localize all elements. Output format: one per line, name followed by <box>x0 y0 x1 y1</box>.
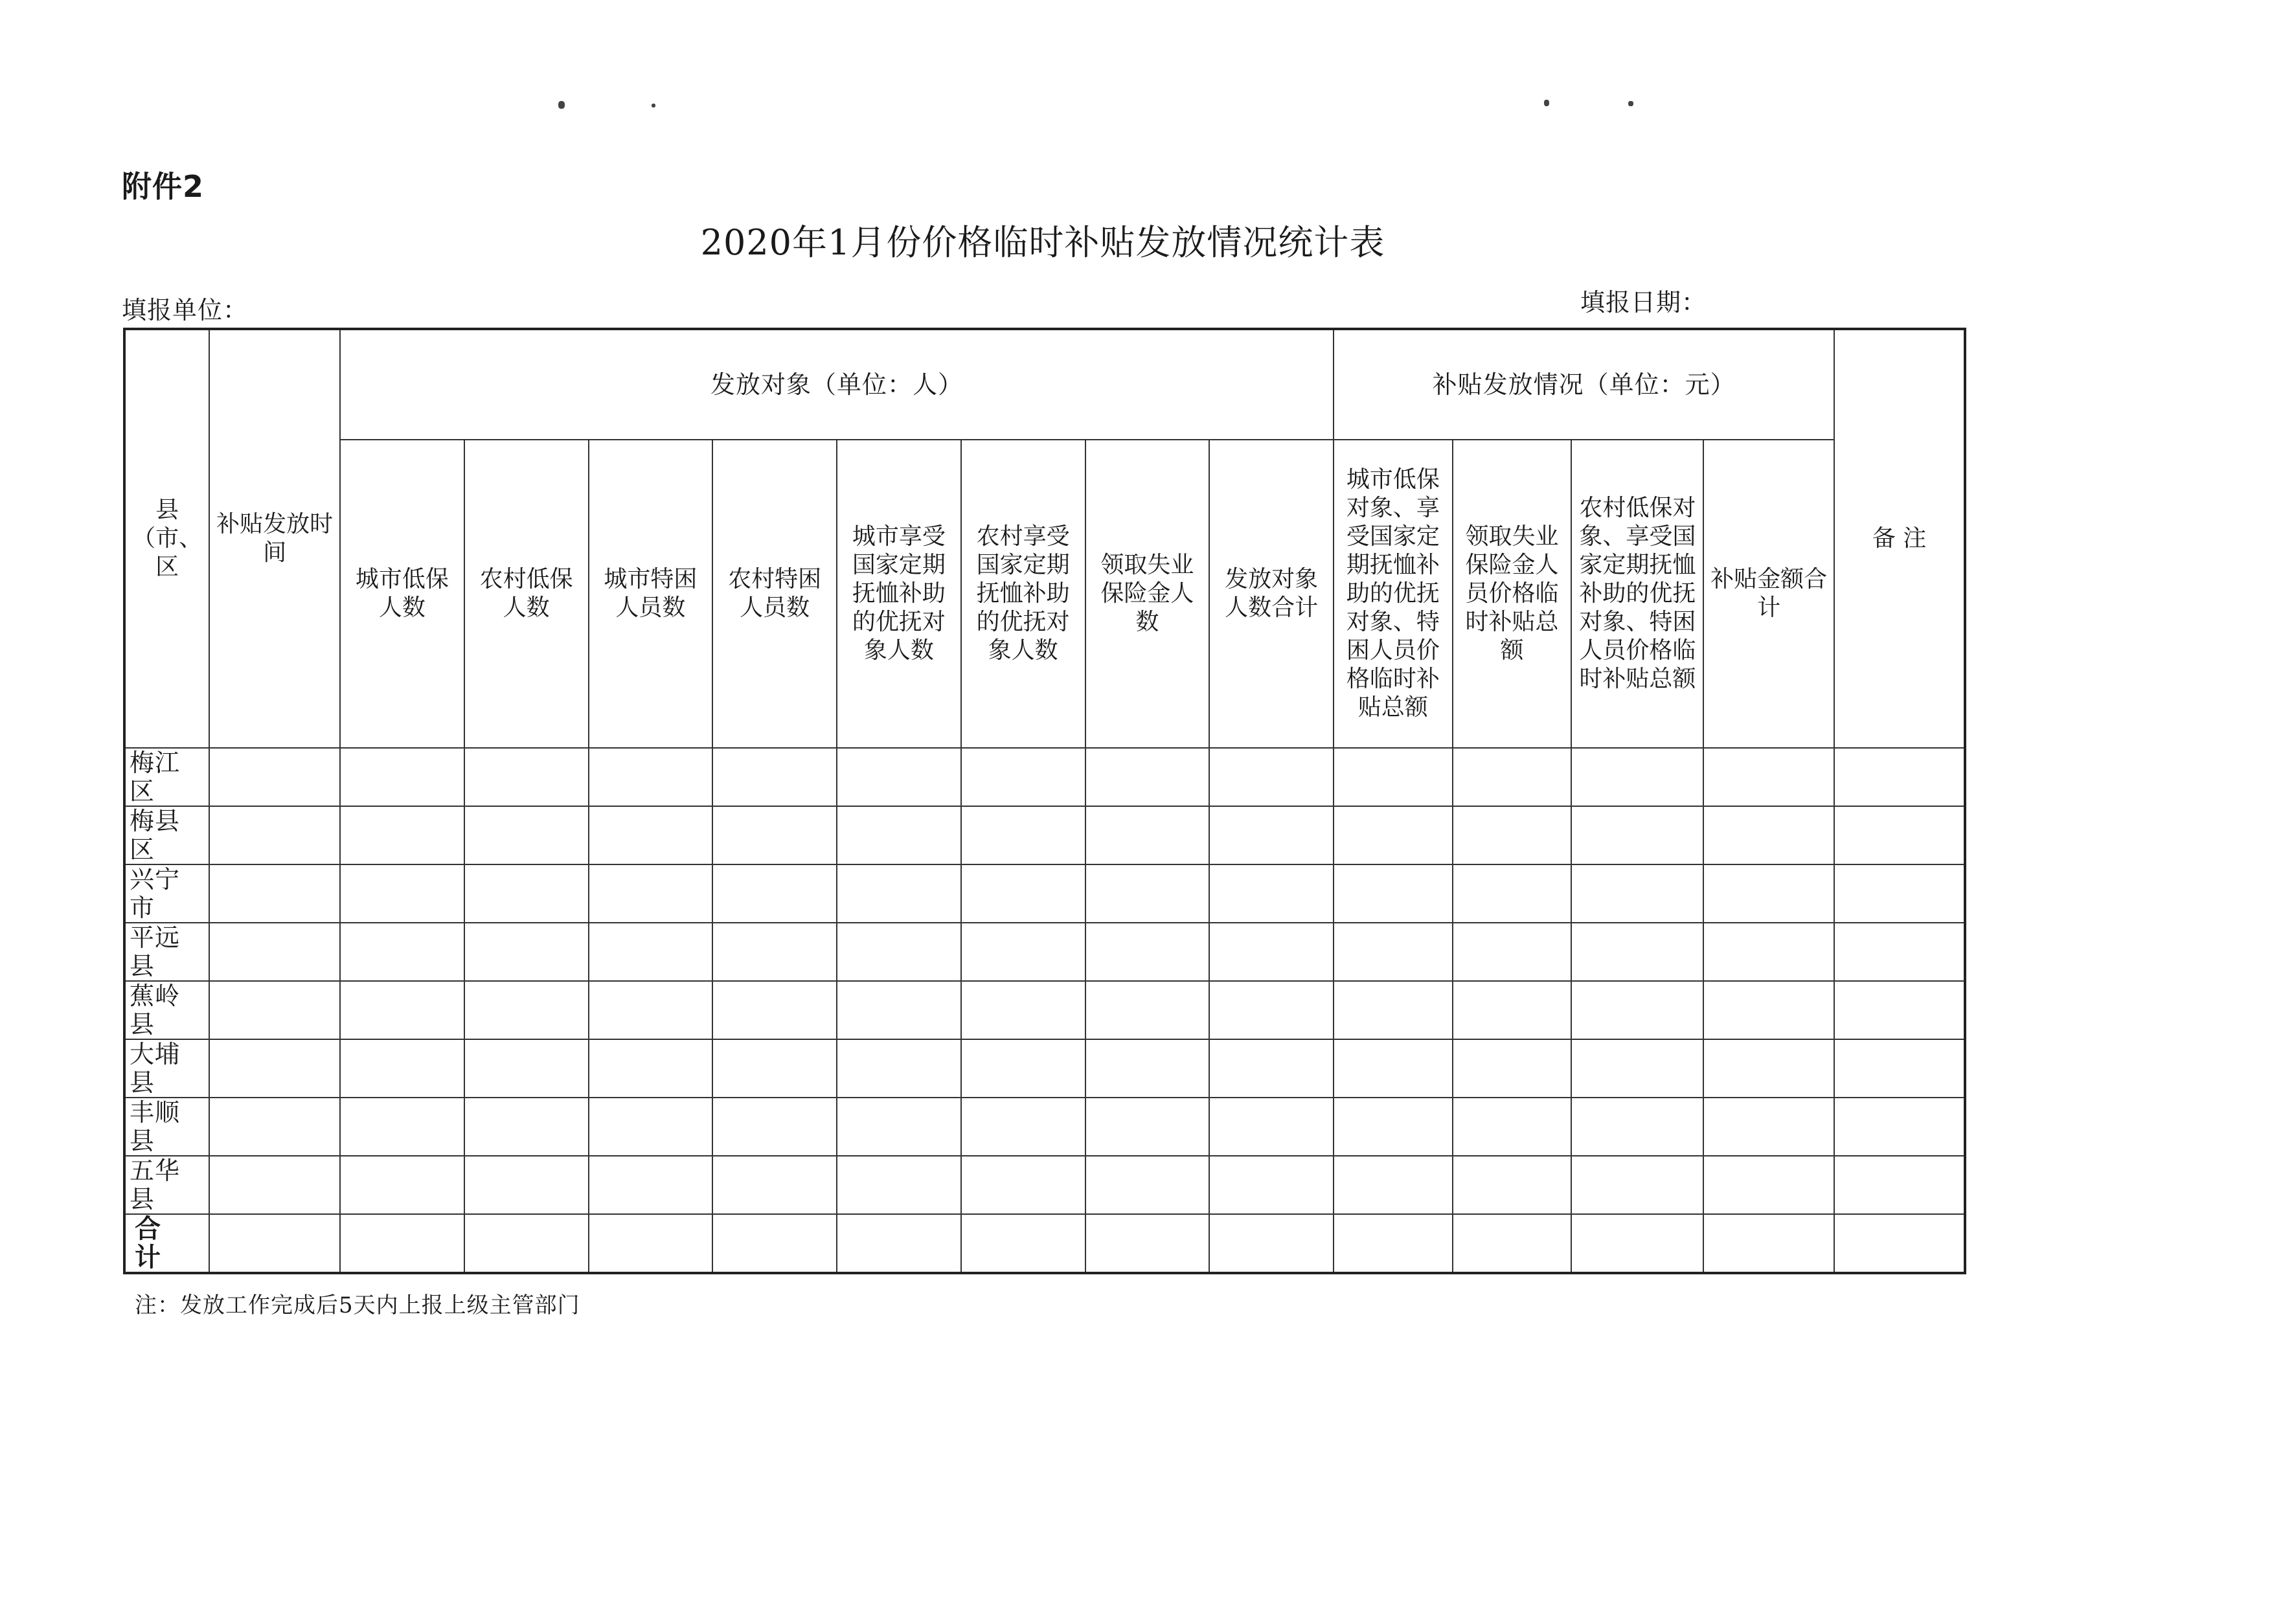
blank-cell[interactable] <box>1334 806 1453 864</box>
blank-cell[interactable] <box>1085 1156 1210 1214</box>
blank-cell[interactable] <box>464 864 589 923</box>
blank-cell[interactable] <box>1453 864 1572 923</box>
blank-cell[interactable] <box>589 1039 713 1098</box>
blank-cell[interactable] <box>1571 806 1703 864</box>
document-title: 2020年1月份价格临时补贴发放情况统计表 <box>700 222 1385 263</box>
blank-cell[interactable] <box>1453 748 1572 806</box>
blank-cell[interactable] <box>464 981 589 1039</box>
blank-cell[interactable] <box>1834 1156 1965 1214</box>
blank-cell[interactable] <box>589 864 713 923</box>
blank-cell[interactable] <box>209 1039 340 1098</box>
blank-cell[interactable] <box>1085 923 1210 981</box>
blank-cell[interactable] <box>1209 1214 1334 1273</box>
table-row <box>124 806 1965 864</box>
remarks-column-header: 备 注 <box>1834 329 1965 748</box>
blank-cell[interactable] <box>1209 806 1334 864</box>
blank-cell[interactable] <box>837 1098 961 1156</box>
blank-cell[interactable] <box>209 923 340 981</box>
blank-cell[interactable] <box>712 923 837 981</box>
blank-cell[interactable] <box>837 1156 961 1214</box>
blank-cell[interactable] <box>1571 923 1703 981</box>
table-row <box>124 1039 1965 1098</box>
blank-cell[interactable] <box>837 806 961 864</box>
blank-cell[interactable] <box>1334 923 1453 981</box>
blank-cell[interactable] <box>1834 748 1965 806</box>
table-row <box>124 981 1965 1039</box>
blank-cell[interactable] <box>1703 864 1834 923</box>
blank-cell[interactable] <box>340 1039 464 1098</box>
blank-cell[interactable] <box>1834 923 1965 981</box>
blank-cell[interactable] <box>1571 1156 1703 1214</box>
blank-cell[interactable] <box>464 1156 589 1214</box>
blank-cell[interactable] <box>589 748 713 806</box>
blank-cell[interactable] <box>1571 1098 1703 1156</box>
blank-cell[interactable] <box>1703 1156 1834 1214</box>
table-row <box>124 864 1965 923</box>
blank-cell[interactable] <box>464 748 589 806</box>
region-name: 平远县 <box>124 923 209 981</box>
blank-cell[interactable] <box>961 806 1085 864</box>
blank-cell[interactable] <box>1334 748 1453 806</box>
blank-cell[interactable] <box>1703 1098 1834 1156</box>
blank-cell[interactable] <box>209 806 340 864</box>
blank-cell[interactable] <box>712 981 837 1039</box>
blank-cell[interactable] <box>837 1214 961 1273</box>
total-label: 合 计 <box>124 1214 209 1273</box>
blank-cell[interactable] <box>1209 748 1334 806</box>
blank-cell[interactable] <box>1209 1039 1334 1098</box>
fill-date-label: 填报日期： <box>1580 288 1707 317</box>
blank-cell[interactable] <box>589 981 713 1039</box>
blank-cell[interactable] <box>1453 1214 1572 1273</box>
blank-cell[interactable] <box>340 923 464 981</box>
blank-cell[interactable] <box>1453 806 1572 864</box>
blank-cell[interactable] <box>712 864 837 923</box>
blank-cell[interactable] <box>1085 1039 1210 1098</box>
blank-cell[interactable] <box>1209 1098 1334 1156</box>
blank-cell[interactable] <box>1209 864 1334 923</box>
unemployment-subsidy-total-header: 领取失业保险金人员价格临时补贴总额 <box>1453 440 1572 748</box>
blank-cell[interactable] <box>1334 1098 1453 1156</box>
table-row <box>124 748 1965 806</box>
blank-cell[interactable] <box>1085 981 1210 1039</box>
blank-cell[interactable] <box>1453 923 1572 981</box>
blank-cell[interactable] <box>1334 1039 1453 1098</box>
blank-cell[interactable] <box>1703 981 1834 1039</box>
blank-cell[interactable] <box>1334 1156 1453 1214</box>
blank-cell[interactable] <box>837 981 961 1039</box>
urban-subsidy-total-header: 城市低保对象、享受国家定期抚恤补助的优抚对象、特困人员价格临时补贴总额 <box>1334 440 1453 748</box>
blank-cell[interactable] <box>712 806 837 864</box>
rural-youfu-count-header: 农村享受国家定期抚恤补助的优抚对象人数 <box>961 440 1085 748</box>
blank-cell[interactable] <box>1085 806 1210 864</box>
blank-cell[interactable] <box>961 748 1085 806</box>
blank-cell[interactable] <box>1334 864 1453 923</box>
region-name: 丰顺县 <box>124 1098 209 1156</box>
rural-dibao-count-header: 农村低保人数 <box>464 440 589 748</box>
rural-subsidy-total-header: 农村低保对象、享受国家定期抚恤补助的优抚对象、特困人员价格临时补贴总额 <box>1571 440 1703 748</box>
blank-cell[interactable] <box>961 923 1085 981</box>
blank-cell[interactable] <box>589 1214 713 1273</box>
attachment-label: 附件2 <box>122 169 205 204</box>
blank-cell[interactable] <box>1571 748 1703 806</box>
blank-cell[interactable] <box>712 1039 837 1098</box>
scan-mark <box>1544 100 1549 106</box>
footnote: 注：发放工作完成后5天内上报上级主管部门 <box>135 1292 580 1318</box>
region-name: 兴宁市 <box>124 864 209 923</box>
blank-cell[interactable] <box>961 864 1085 923</box>
blank-cell[interactable] <box>1703 923 1834 981</box>
subsidy-statistics-table <box>123 328 1966 1274</box>
blank-cell[interactable] <box>589 1098 713 1156</box>
blank-cell[interactable] <box>464 1098 589 1156</box>
urban-tekun-count-header: 城市特困人员数 <box>589 440 713 748</box>
blank-cell[interactable] <box>340 1214 464 1273</box>
blank-cell[interactable] <box>1571 1214 1703 1273</box>
subsidy-time-column-header: 补贴发放时间 <box>209 329 340 748</box>
blank-cell[interactable] <box>1571 1039 1703 1098</box>
blank-cell[interactable] <box>961 1039 1085 1098</box>
total-row <box>124 1214 1965 1273</box>
blank-cell[interactable] <box>1571 981 1703 1039</box>
blank-cell[interactable] <box>1703 748 1834 806</box>
blank-cell[interactable] <box>837 748 961 806</box>
blank-cell[interactable] <box>1085 748 1210 806</box>
recipients-group-header: 发放对象（单位：人） <box>340 329 1334 440</box>
urban-dibao-count-header: 城市低保人数 <box>340 440 464 748</box>
blank-cell[interactable] <box>464 1039 589 1098</box>
scan-mark <box>1628 101 1633 106</box>
scan-mark <box>558 101 565 109</box>
blank-cell[interactable] <box>837 923 961 981</box>
blank-cell[interactable] <box>1834 806 1965 864</box>
blank-cell[interactable] <box>464 923 589 981</box>
blank-cell[interactable] <box>209 864 340 923</box>
region-name: 五华县 <box>124 1156 209 1214</box>
blank-cell[interactable] <box>209 1156 340 1214</box>
blank-cell[interactable] <box>1453 981 1572 1039</box>
region-name: 梅县区 <box>124 806 209 864</box>
blank-cell[interactable] <box>209 981 340 1039</box>
region-name: 大埔县 <box>124 1039 209 1098</box>
blank-cell[interactable] <box>712 1214 837 1273</box>
blank-cell[interactable] <box>340 981 464 1039</box>
blank-cell[interactable] <box>209 1214 340 1273</box>
recipients-total-header: 发放对象人数合计 <box>1209 440 1334 748</box>
blank-cell[interactable] <box>961 981 1085 1039</box>
blank-cell[interactable] <box>340 806 464 864</box>
blank-cell[interactable] <box>1571 864 1703 923</box>
table-row <box>124 923 1965 981</box>
region-name: 蕉岭县 <box>124 981 209 1039</box>
blank-cell[interactable] <box>1834 864 1965 923</box>
blank-cell[interactable] <box>712 748 837 806</box>
blank-cell[interactable] <box>1703 1039 1834 1098</box>
blank-cell[interactable] <box>1834 1039 1965 1098</box>
subsidy-amount-total-header: 补贴金额合计 <box>1703 440 1834 748</box>
blank-cell[interactable] <box>1453 1098 1572 1156</box>
blank-cell[interactable] <box>340 1156 464 1214</box>
blank-cell[interactable] <box>1834 1214 1965 1273</box>
blank-cell[interactable] <box>340 1098 464 1156</box>
blank-cell[interactable] <box>1085 1214 1210 1273</box>
county-column-header: 县（市、区 <box>124 329 209 748</box>
blank-cell[interactable] <box>589 806 713 864</box>
blank-cell[interactable] <box>712 1156 837 1214</box>
blank-cell[interactable] <box>1334 981 1453 1039</box>
blank-cell[interactable] <box>589 1156 713 1214</box>
blank-cell[interactable] <box>1834 981 1965 1039</box>
blank-cell[interactable] <box>209 1098 340 1156</box>
blank-cell[interactable] <box>1334 1214 1453 1273</box>
blank-cell[interactable] <box>1453 1039 1572 1098</box>
rural-tekun-count-header: 农村特困人员数 <box>712 440 837 748</box>
table-row <box>124 1098 1965 1156</box>
urban-youfu-count-header: 城市享受国家定期抚恤补助的优抚对象人数 <box>837 440 961 748</box>
blank-cell[interactable] <box>1085 864 1210 923</box>
blank-cell[interactable] <box>1209 923 1334 981</box>
scan-mark <box>652 104 655 107</box>
blank-cell[interactable] <box>1703 806 1834 864</box>
blank-cell[interactable] <box>961 1214 1085 1273</box>
blank-cell[interactable] <box>961 1156 1085 1214</box>
fill-unit-label: 填报单位： <box>122 296 249 324</box>
table-row <box>124 1156 1965 1214</box>
blank-cell[interactable] <box>837 1039 961 1098</box>
unemployment-count-header: 领取失业保险金人数 <box>1085 440 1210 748</box>
blank-cell[interactable] <box>1085 1098 1210 1156</box>
blank-cell[interactable] <box>961 1098 1085 1156</box>
blank-cell[interactable] <box>712 1098 837 1156</box>
blank-cell[interactable] <box>464 1214 589 1273</box>
region-name: 梅江区 <box>124 748 209 806</box>
blank-cell[interactable] <box>1453 1156 1572 1214</box>
subsidy-group-header: 补贴发放情况（单位：元） <box>1334 329 1834 440</box>
blank-cell[interactable] <box>340 748 464 806</box>
blank-cell[interactable] <box>837 864 961 923</box>
blank-cell[interactable] <box>1209 981 1334 1039</box>
blank-cell[interactable] <box>209 748 340 806</box>
blank-cell[interactable] <box>340 864 464 923</box>
blank-cell[interactable] <box>464 806 589 864</box>
blank-cell[interactable] <box>1209 1156 1334 1214</box>
blank-cell[interactable] <box>589 923 713 981</box>
blank-cell[interactable] <box>1834 1098 1965 1156</box>
blank-cell[interactable] <box>1703 1214 1834 1273</box>
